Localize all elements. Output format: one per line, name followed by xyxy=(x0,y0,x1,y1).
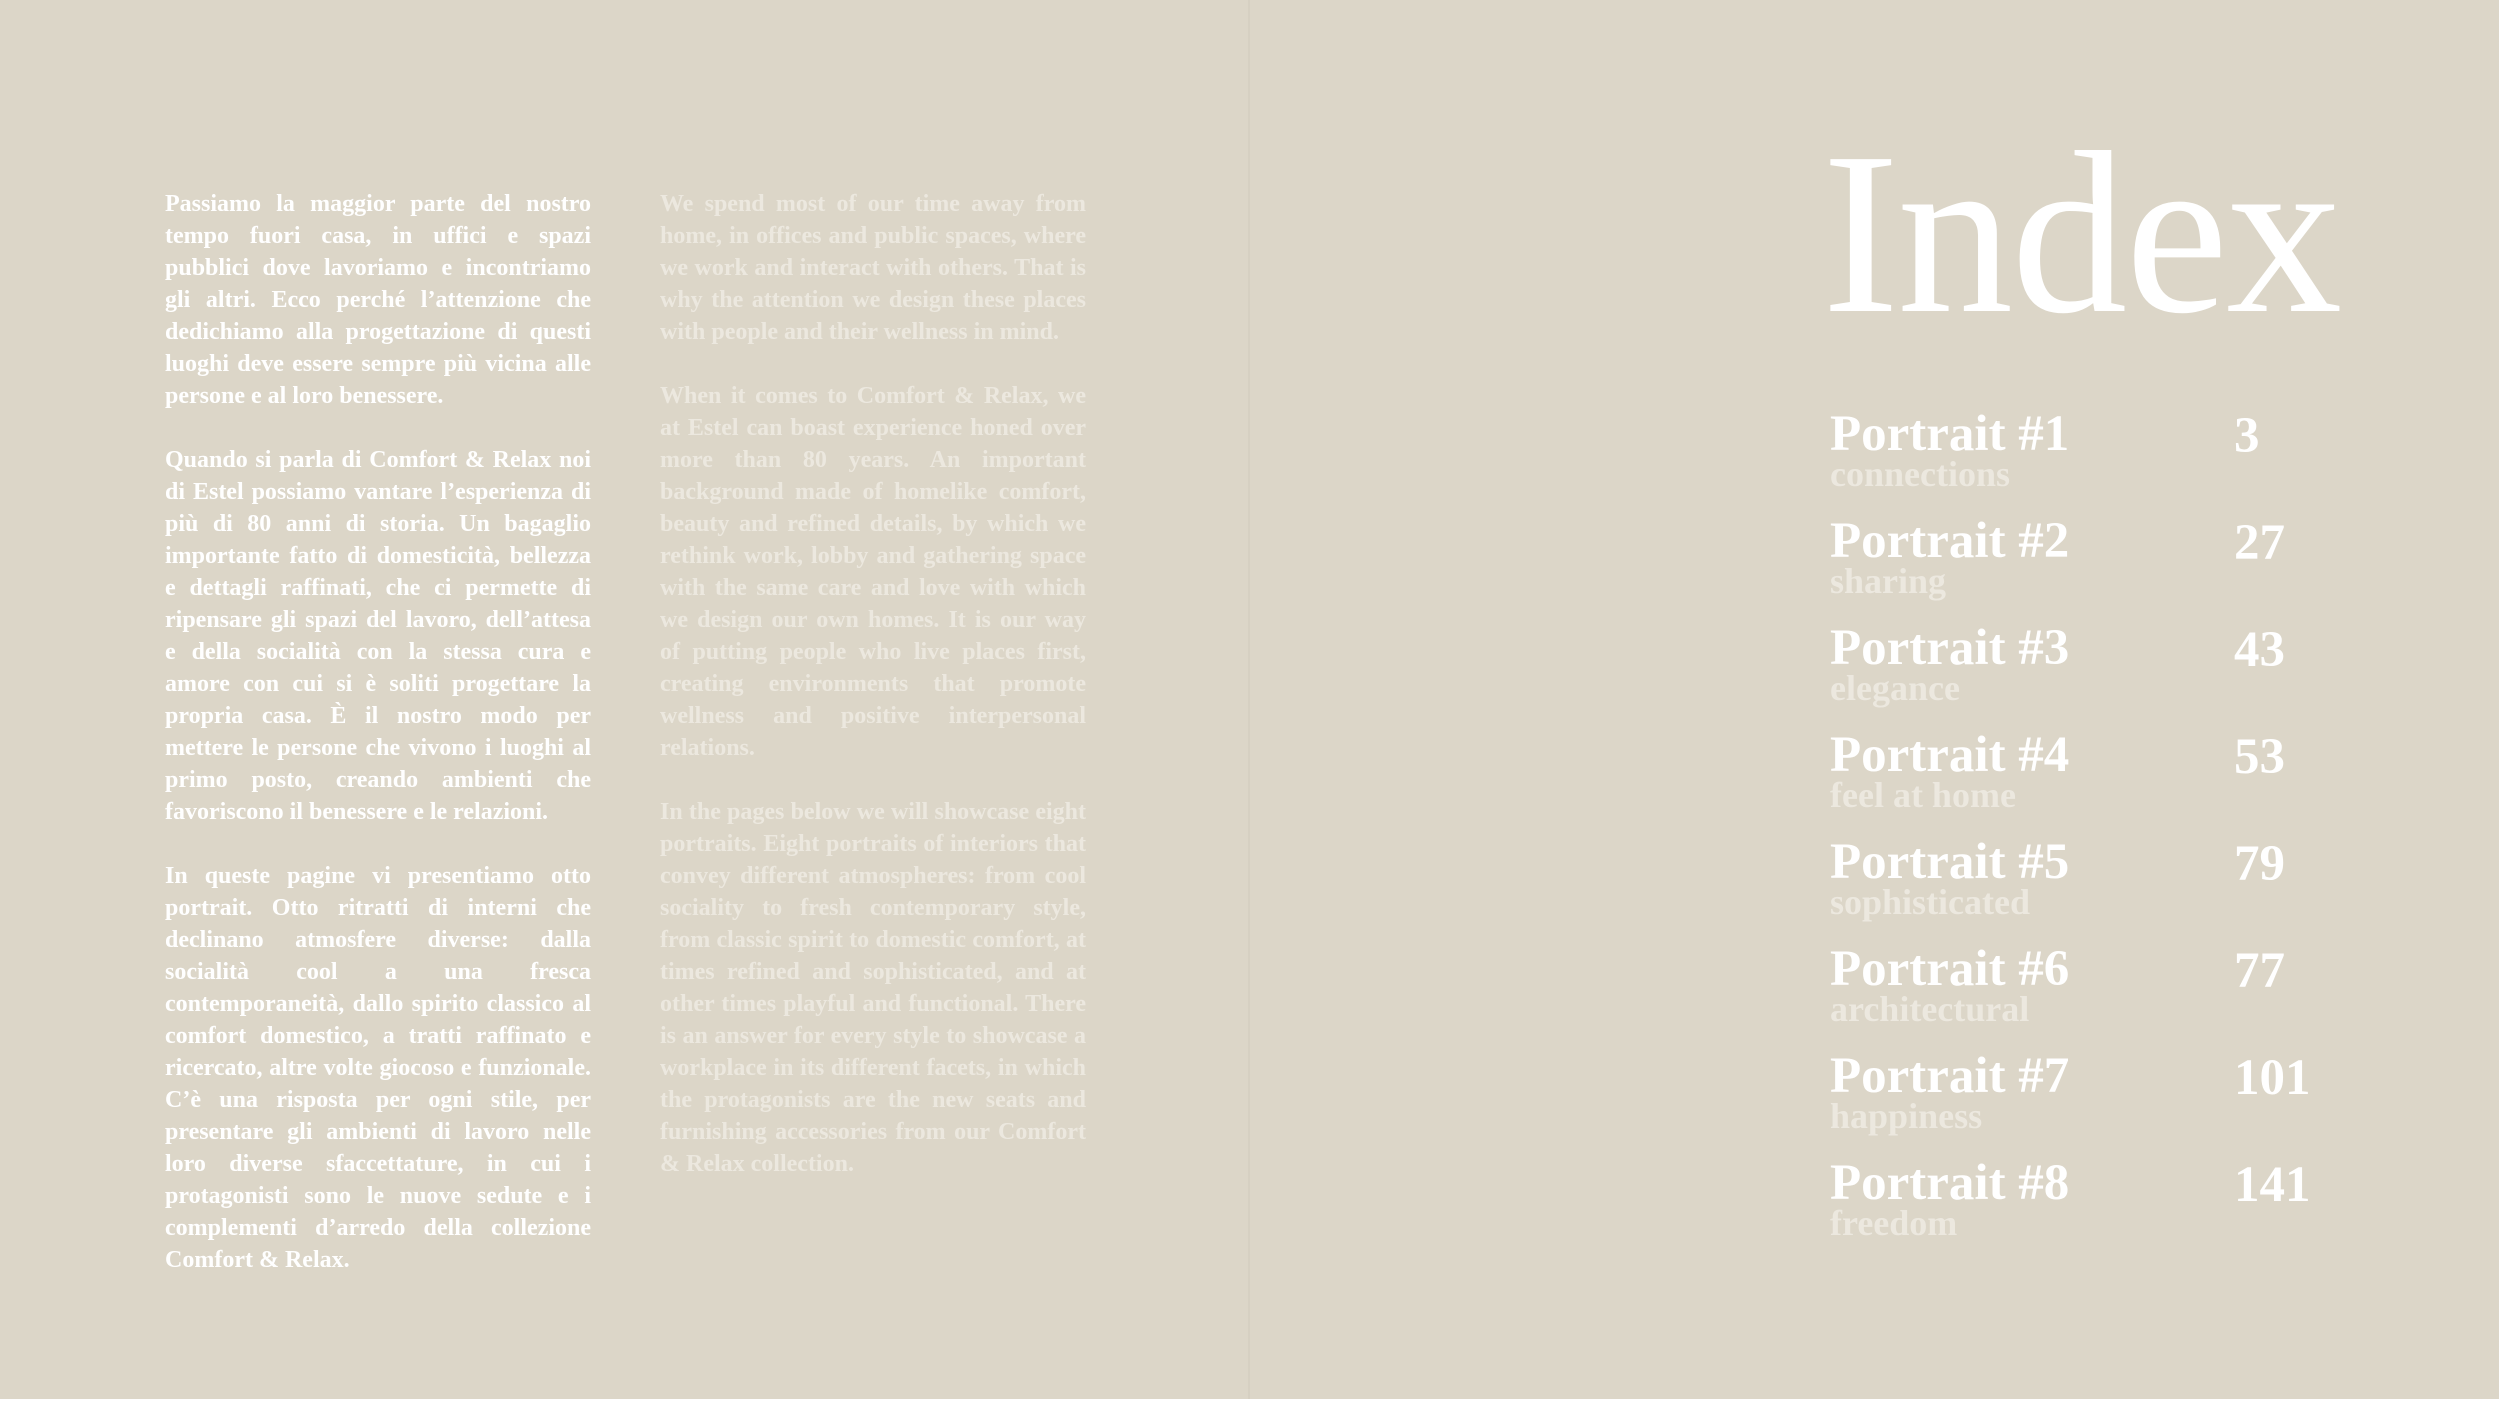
index-entry-portrait-8[interactable] xyxy=(1830,1157,2350,1264)
entry-page-number: 3 xyxy=(2234,408,2260,464)
intro-en-paragraph-2: When it comes to Comfort & Relax, we at Estel can boast experience honed over more than 80 years. An important background made of homelike comfort, beauty and refined details, by which we rethink work, lobby and gathering space with the same care and love with which we design our own homes. It is our way of putting people who live places first, creating environments that promote wellness and positive interpersonal relations. xyxy=(660,383,1086,761)
intro-text-italian xyxy=(165,188,591,1308)
entry-page-number: 77 xyxy=(2234,943,2285,999)
index-entry-portrait-5[interactable] xyxy=(1830,836,2350,943)
intro-it-paragraph-2: Quando si parla di Comfort & Relax noi di Estel possiamo vantare l’esperienza di più di 80 anni di storia. Un bagaglio importante fatto di domesticità, bellezza e dettagli raffinati, che ci permette di ripensare gli spazi del lavoro, dell’attesa e della socialità con la stessa cura e amore con cui si è soliti progettare la propria casa. È il nostro modo per mettere le persone che vivono i luoghi al primo posto, creando ambienti che favoriscono il benessere e le relazioni. xyxy=(165,447,591,825)
index-entry-portrait-2[interactable] xyxy=(1830,515,2350,622)
index-heading: Index xyxy=(1822,105,2341,362)
intro-en-paragraph-1: We spend most of our time away from home, in offices and public spaces, where we work and interact with others. That is why the attention we design these places with people and their wellness in mind. xyxy=(660,191,1086,345)
entry-subtitle: connections xyxy=(1830,454,2010,494)
entry-subtitle: happiness xyxy=(1830,1096,1983,1136)
entry-title: Portrait #7 xyxy=(1830,1048,2070,1104)
entry-title: Portrait #3 xyxy=(1830,620,2070,676)
entry-page-number: 53 xyxy=(2234,729,2285,785)
intro-text-english xyxy=(660,188,1086,1212)
entry-page-number: 79 xyxy=(2234,836,2285,892)
entry-subtitle: elegance xyxy=(1830,668,1960,708)
page-fold xyxy=(1248,0,1250,1399)
index-entry-portrait-3[interactable] xyxy=(1830,622,2350,729)
entry-title: Portrait #6 xyxy=(1830,941,2070,997)
index-entry-portrait-1[interactable] xyxy=(1830,408,2350,515)
entry-title: Portrait #1 xyxy=(1830,406,2070,462)
entry-page-number: 27 xyxy=(2234,515,2285,571)
entry-subtitle: sophisticated xyxy=(1830,882,2031,922)
entry-page-number: 43 xyxy=(2234,622,2285,678)
intro-it-paragraph-1: Passiamo la maggior parte del nostro tempo fuori casa, in uffici e spazi pubblici dove lavoriamo e incontriamo gli altri. Ecco perché l’attenzione che dedichiamo alla progettazione di questi luoghi deve essere sempre più vicina alle persone e al loro benessere. xyxy=(165,191,591,409)
intro-it-paragraph-3: In queste pagine vi presentiamo otto portrait. Otto ritratti di interni che declinano atmosfere diverse: dalla socialità cool a una fresca contemporaneità, dallo spirito classico al comfort domestico, a tratti raffinato e ricercato, altre volte giocoso e funzionale. C’è una risposta per ogni stile, per presentare gli ambienti di lavoro nelle loro diverse sfaccettature, in cui i protagonisti sono le nuove sedute e i complementi d’arredo della collezione Comfort & Relax. xyxy=(165,863,591,1273)
entry-title: Portrait #5 xyxy=(1830,834,2070,890)
entry-title: Portrait #2 xyxy=(1830,513,2070,569)
index-list xyxy=(1830,408,2350,1264)
entry-page-number: 101 xyxy=(2234,1050,2311,1106)
entry-title: Portrait #4 xyxy=(1830,727,2070,783)
entry-subtitle: freedom xyxy=(1830,1203,1958,1243)
index-entry-portrait-6[interactable] xyxy=(1830,943,2350,1050)
entry-subtitle: sharing xyxy=(1830,561,1947,601)
entry-title: Portrait #8 xyxy=(1830,1155,2070,1211)
index-entry-portrait-4[interactable] xyxy=(1830,729,2350,836)
entry-subtitle: feel at home xyxy=(1830,775,2016,815)
entry-page-number: 141 xyxy=(2234,1157,2311,1213)
index-entry-portrait-7[interactable] xyxy=(1830,1050,2350,1157)
intro-en-paragraph-3: In the pages below we will showcase eight portraits. Eight portraits of interiors that convey different atmospheres: from cool sociality to fresh contemporary style, from classic spirit to domestic comfort, at times refined and sophisticated, and at other times playful and functional. There is an answer for every style to showcase a workplace in its different facets, in which the protagonists are the new seats and furnishing accessories from our Comfort & Relax collection. xyxy=(660,799,1086,1177)
entry-subtitle: architectural xyxy=(1830,989,2030,1029)
